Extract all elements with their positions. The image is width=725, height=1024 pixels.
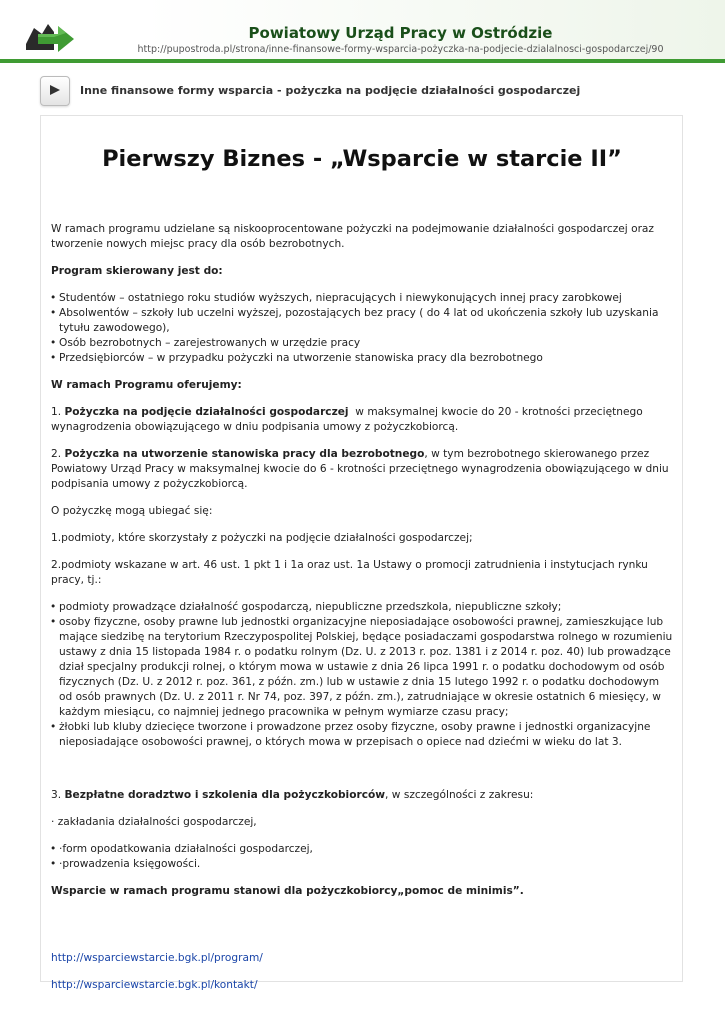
arrow-logo-icon[interactable] (24, 20, 76, 54)
list-item: • osoby fizyczne, osoby prawne lub jednostki organizacyjne nieposiadające osobowości prawnej, zamieszkujące lub mające siedzibę na terytorium Rzeczypospolitej Polskiej, będące posiadaczami gospodarstwa rolnego w rozumieniu ustawy z dnia 15 listopada 1984 r. o podatku rolnym (Dz. U. z 2013 r. poz. 1381 i z 2014 r. poz. 40) lub prowadzące dział specjalny produkcji rolnej, o którym mowa w ustawie z dnia 26 lipca 1991 r. o podatku dochodowym od osób fizycznych (Dz. U. z 2012 r. poz. 361, z późn. zm.) lub w ustawie z dnia 15 lutego 1992 r. o podatku dochodowym od osób prawnych (Dz. U. z 2011 r. Nr 74, poz. 397, z późn. zm.), zatrudniające w okresie ostatnich 6 miesięcy, w każdym miesiącu, co najmniej jednego pracownika w pełnym wymiarze czasu pracy; (51, 615, 673, 720)
play-arrow-icon (49, 84, 61, 96)
list-item: • Osób bezrobotnych – zarejestrowanych w urzędzie pracy (51, 336, 673, 351)
de-minimis-note: Wsparcie w ramach programu stanowi dla pożyczkobiorcy„pomoc de minimis”. (51, 885, 524, 897)
offer-1-number: 1. (51, 406, 65, 418)
list-item: • Studentów – ostatniego roku studiów wyższych, niepracujących i niewykonujących innej pracy zarobkowej (51, 291, 673, 306)
list-item: • ·form opodatkowania działalności gospodarczej, (51, 842, 673, 857)
spacer (51, 911, 673, 951)
list-item: • żłobki lub kluby dziecięce tworzone i prowadzone przez osoby fizyczne, osoby prawne i jednostki organizacyjne nieposiadające osobowości prawnej, o których mowa w przepisach o opiece nad dziećmi w wieku do lat 3. (51, 720, 673, 750)
target-heading: Program skierowany jest do: (51, 265, 223, 277)
list-item: • podmioty prowadzące działalność gospodarczą, niepubliczne przedszkola, niepubliczne szkoły; (51, 600, 673, 615)
site-title[interactable]: Powiatowy Urząd Pracy w Ostródzie (248, 24, 553, 42)
article (51, 116, 673, 1005)
page-title: Pierwszy Biznes - „Wsparcie w starcie II” (102, 146, 622, 172)
offer-heading: W ramach Programu oferujemy: (51, 379, 242, 391)
program-link[interactable]: http://wsparciewstarcie.bgk.pl/program/ (51, 952, 263, 964)
offer-3-number: 3. (51, 789, 65, 801)
offer-3-text: , w szczególności z zakresu: (385, 789, 534, 801)
article-box (40, 115, 683, 991)
offer-1-text: w maksymalnej kwocie do 20 - krotności przeciętnego wynagrodzenia obowiązującego w dniu podpisania umowy z pożyczkobiorcą. (51, 406, 647, 433)
offer-1 (51, 405, 673, 435)
breadcrumb: Inne finansowe formy wsparcia - pożyczka na podjęcie działalności gospodarczej (80, 84, 581, 97)
intro-paragraph: W ramach programu udzielane są niskooprocentowane pożyczki na podejmowanie działalności gospodarczej oraz tworzenie nowych miejsc pracy dla osób bezrobotnych. (51, 223, 654, 250)
header-divider (0, 59, 725, 63)
eligible-heading: O pożyczkę mogą ubiegać się: (51, 505, 213, 517)
page-url: http://pupostroda.pl/strona/inne-finansowe-formy-wsparcia-pożyczka-na-podjecie-dzialalnosci-gospodarczej/90 (137, 44, 664, 55)
article-body (51, 222, 673, 993)
list-item: • Absolwentów – szkoły lub uczelni wyższej, pozostających bez pracy ( do 4 lat od ukończenia szkoły lub uzyskania tytułu zawodowego), (51, 306, 673, 336)
list-item: • Przedsiębiorców – w przypadku pożyczki na utworzenie stanowiska pracy dla bezrobotnego (51, 351, 673, 366)
offer-2-number: 2. (51, 448, 65, 460)
target-list (51, 291, 673, 366)
site-header (0, 0, 725, 64)
eligible-1: 1.podmioty, które skorzystały z pożyczki na podjęcie działalności gospodarczej; (51, 532, 473, 544)
spacer (51, 762, 673, 788)
contact-link[interactable]: http://wsparciewstarcie.bgk.pl/kontakt/ (51, 979, 258, 991)
eligible-list (51, 600, 673, 750)
offer-1-title: Pożyczka na podjęcie działalności gospodarczej (64, 406, 349, 418)
offer-2 (51, 447, 673, 492)
offer-3 (51, 788, 673, 803)
list-item: • ·prowadzenia księgowości. (51, 857, 673, 872)
eligible-2: 2.podmioty wskazane w art. 46 ust. 1 pkt 1 i 1a oraz ust. 1a Ustawy o promocji zatrudnienia i instytucjach rynku pracy, tj.: (51, 559, 648, 586)
offer-3-title: Bezpłatne doradztwo i szkolenia dla pożyczkobiorców (64, 789, 386, 801)
breadcrumb-button[interactable] (40, 76, 70, 106)
training-item: · zakładania działalności gospodarczej, (51, 816, 257, 828)
training-list (51, 842, 673, 872)
offer-2-title: Pożyczka na utworzenie stanowiska pracy dla bezrobotnego (64, 448, 425, 460)
offer-2-text: , w tym bezrobotnego skierowanego przez Powiatowy Urząd Pracy w maksymalnej kwocie do 6 - krotności przeciętnego wynagrodzenia obowiązującego w dniu podpisania umowy z pożyczkobiorcą. (51, 448, 669, 490)
